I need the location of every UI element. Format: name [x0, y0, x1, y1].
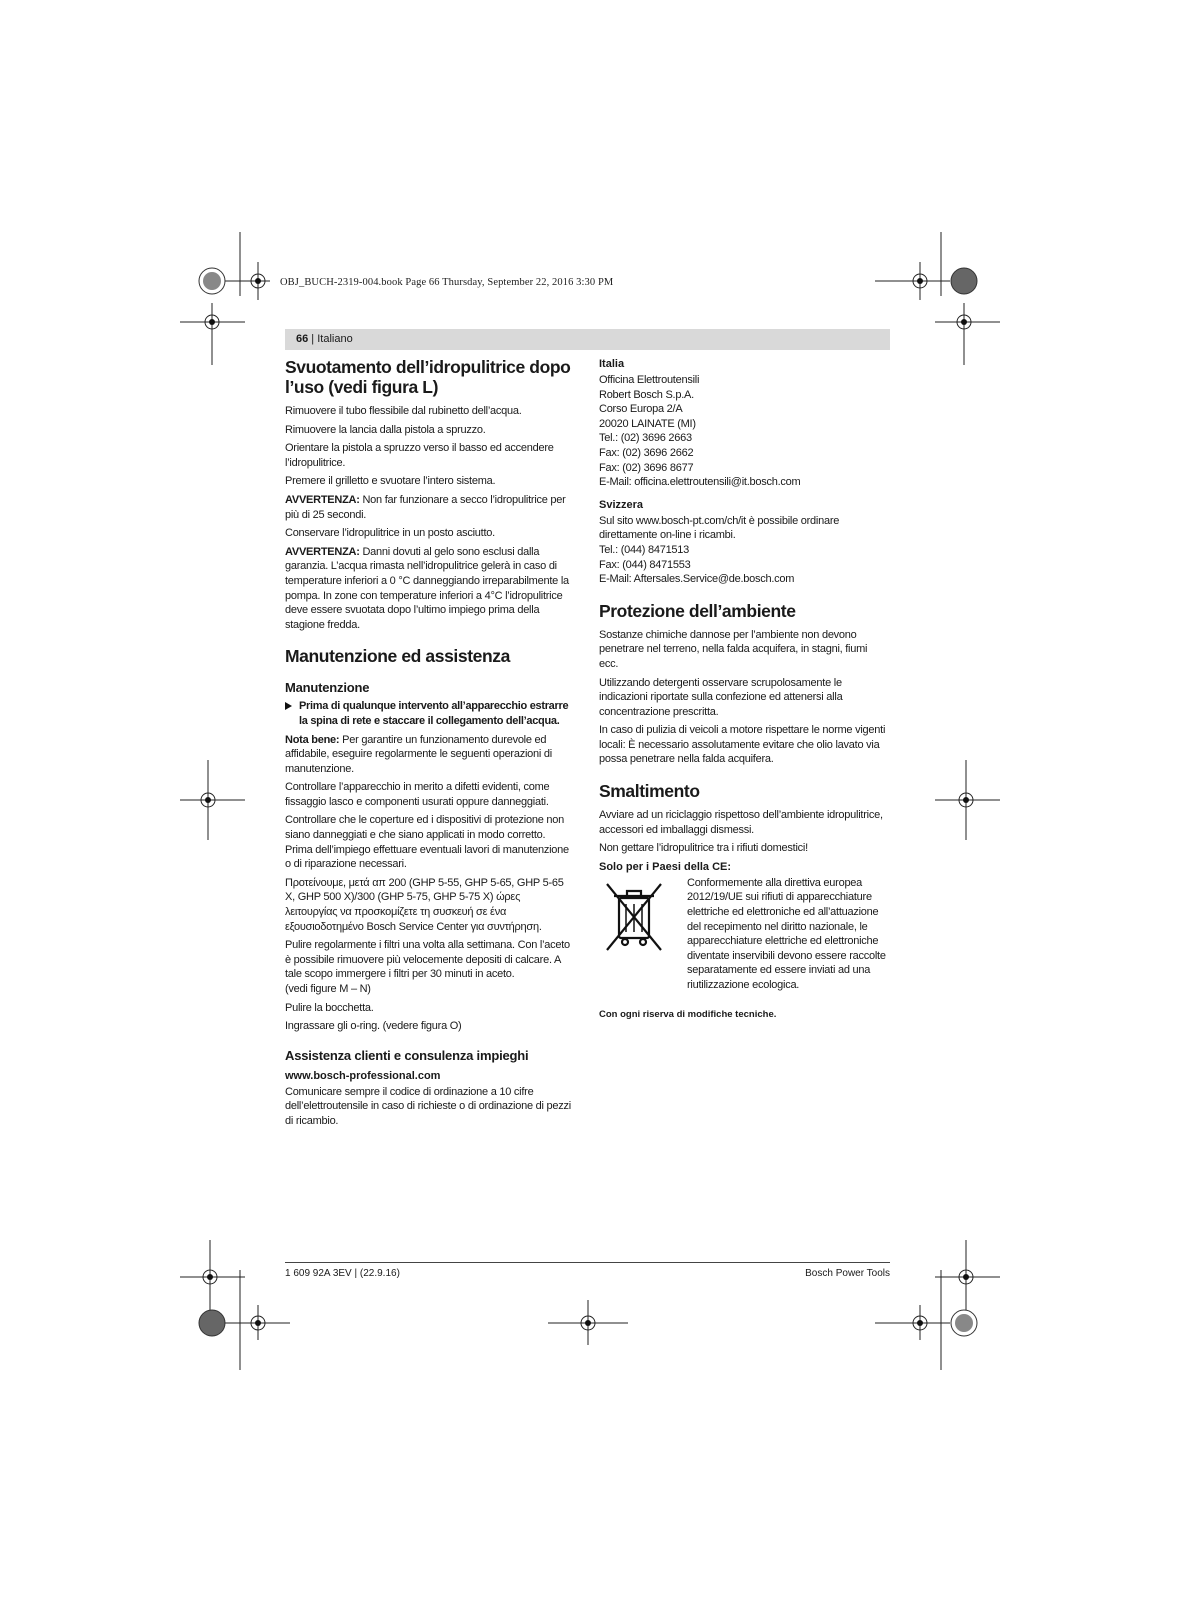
weee-block — [599, 876, 889, 997]
footer-code: 1 609 92A 3EV | (22.9.16) — [285, 1268, 400, 1279]
ingrassare: Ingrassare gli o-ring. (vedere figura O) — [285, 1020, 462, 1033]
left-column — [285, 357, 575, 1133]
assistenza-title: Assistenza clienti e consulenza impieghi — [285, 1047, 529, 1063]
svuotamento-step-1: Rimuovere il tubo flessibile dal rubinetto dell’acqua. — [285, 405, 522, 417]
protezione-para: Sostanze chimiche dannose per l’ambiente non devono penetrare nel terreno, nella falda acquifera, in stagni, fiumi ecc. — [599, 628, 868, 670]
manutenzione-subtitle: Manutenzione — [285, 680, 370, 696]
protezione-para: Utilizzando detergenti osservare scrupolosamente le indicazioni riportate sulla confezione ed attenersi alla concentrazione prescritta. — [599, 676, 843, 718]
vedi-figure: (vedi figure M – N) — [285, 983, 371, 995]
header-separator: | — [308, 333, 318, 345]
svuotamento-step-4: Premere il grilletto e svuotare l’intero sistema. — [285, 475, 496, 488]
italia-line: Tel.: (02) 3696 2663 — [599, 432, 692, 445]
avvertenza-2 — [285, 545, 575, 633]
page-number: 66 — [296, 333, 309, 345]
bullet-triangle-icon — [285, 702, 292, 710]
safety-bullet — [285, 699, 575, 728]
page-header — [296, 333, 353, 345]
footer-rule — [285, 1262, 890, 1263]
smaltimento-para: Non gettare l’idropulitrice tra i rifiuti domestici! — [599, 842, 808, 855]
avvertenza-1-text: Non far funzionare a secco l’idropulitrice per più di 25 secondi. — [285, 493, 566, 521]
italia-title: Italia — [599, 358, 625, 370]
svuotamento-step-3: Orientare la pistola a spruzzo verso il basso ed accendere l’idropulitrice. — [285, 442, 554, 469]
avvertenza-2-text: Danni dovuti al gelo sono esclusi dalla garanzia. L’acqua rimasta nell’idropulitrice gelerà in caso di temperature inferiori a 0 °C danneggiando irreparabilmente la pompa. In zone con temperature inferiori a 4°C l’idropulitrice deve essere svuotata dopo l’ultimo impiego prima della stagione fredda. — [285, 545, 569, 631]
pulire-bocchetta: Pulire la bocchetta. — [285, 1001, 374, 1014]
svizzera-line: Fax: (044) 8471553 — [599, 558, 691, 571]
avvertenza-1-label: AVVERTENZA: — [285, 493, 360, 506]
ce-title: Solo per i Paesi della CE: — [599, 860, 732, 873]
italia-line: Fax: (02) 3696 2662 — [599, 446, 694, 459]
book-info: OBJ_BUCH-2319-004.book Page 66 Thursday, September 22, 2016 3:30 PM — [280, 277, 614, 288]
protezione-para: In caso di pulizia di veicoli a motore rispettare le norme vigenti locali: È necessario assolutamente evitare che olio lavato via possa penetrare nella falda acquifera. — [599, 724, 886, 766]
greek-paragraph: Προτείνουμε, μετά απ 200 (GHP 5-55, GHP 5-65, GHP 5-65 X, GHP 500 X)/300 (GHP 5-75, GHP 5-75 X) ώρες λειτουργίας να προσκομίζετε τη συσκευή σε ένα εξουσιοδοτημένο Bosch Service Center για συντήρηση. — [285, 876, 564, 933]
svuotamento-title: Svuotamento dell’idropulitrice dopo l’uso (vedi figura L) — [285, 357, 571, 397]
ce-text: Conformemente alla direttiva europea 2012/19/UE sui rifiuti di apparecchiature elettriche ed elettroniche ed all’attuazione del recepimento nel diritto nazionale, le apparecchiature elettriche ed elettroniche diventate inservibili devono essere raccolte separatamente ed essere inviati ad una riutilizzazione ecologica. — [687, 876, 886, 991]
nota-bene — [285, 733, 575, 777]
website-link[interactable]: www.bosch-professional.com — [285, 1069, 441, 1082]
controllare-2: Controllare che le coperture ed i dispositivi di protezione non siano danneggiati e che siano applicati in modo corretto. Prima dell’impiego effettuare eventuali lavori di manutenzione o di riparazione necessari. — [285, 814, 569, 871]
italia-line: Corso Europa 2/A — [599, 403, 683, 416]
controllare-1: Controllare l’apparecchio in merito a difetti evidenti, come fissaggio lasco e componenti usurati oppure danneggiati. — [285, 781, 550, 808]
svizzera-line: Tel.: (044) 8471513 — [599, 543, 690, 556]
pulire-filtri: Pulire regolarmente i filtri una volta alla settimana. Con l’aceto è possibile rimuovere più velocemente depositi di calcare. A tale scopo immergere i filtri per 30 minuti in aceto. — [285, 939, 570, 981]
svizzera-text: Sul sito www.bosch-pt.com/ch/it è possibile ordinare direttamente on-line i ricambi. — [599, 514, 840, 542]
italia-email: E-Mail: officina.elettroutensili@it.bosch.com — [599, 476, 801, 489]
riserva-note: Con ogni riserva di modifiche tecniche. — [599, 1008, 777, 1020]
right-column — [599, 357, 889, 1020]
header-language: Italiano — [317, 333, 353, 345]
smaltimento-para: Avviare ad un riciclaggio rispettoso dell’ambiente idropulitrice, accessori ed imballaggi dismessi. — [599, 809, 883, 836]
svizzera-email: E-Mail: Aftersales.Service@de.bosch.com — [599, 573, 795, 586]
manutenzione-title: Manutenzione ed assistenza — [285, 646, 510, 667]
nota-label: Nota bene: — [285, 733, 340, 746]
header-bar — [285, 329, 890, 350]
svuotamento-step-2: Rimuovere la lancia dalla pistola a spruzzo. — [285, 423, 486, 436]
italia-line: Officina Elettroutensili — [599, 374, 700, 386]
italia-line: 20020 LAINATE (MI) — [599, 417, 696, 430]
footer-brand: Bosch Power Tools — [805, 1268, 890, 1279]
crossed-bin-icon — [599, 876, 675, 997]
avvertenza-2-label: AVVERTENZA: — [285, 545, 360, 558]
italia-line: Fax: (02) 3696 8677 — [599, 461, 694, 474]
smaltimento-title: Smaltimento — [599, 781, 700, 802]
protezione-title: Protezione dell’ambiente — [599, 600, 796, 621]
conservare-text: Conservare l’idropulitrice in un posto asciutto. — [285, 527, 495, 540]
safety-bullet-text: Prima di qualunque intervento all’apparecchio estrarre la spina di rete e staccare il collegamento dell’acqua. — [299, 700, 569, 727]
nota-text: Per garantire un funzionamento durevole ed affidabile, eseguire regolarmente le seguenti operazioni di manutenzione. — [285, 733, 552, 775]
comunicare-text: Comunicare sempre il codice di ordinazione a 10 cifre dell’elettroutensile in caso di richieste o di ordinazione di pezzi di ricambio. — [285, 1085, 571, 1127]
italia-line: Robert Bosch S.p.A. — [599, 388, 694, 401]
avvertenza-1 — [285, 493, 575, 522]
svizzera-title: Svizzera — [599, 498, 644, 511]
